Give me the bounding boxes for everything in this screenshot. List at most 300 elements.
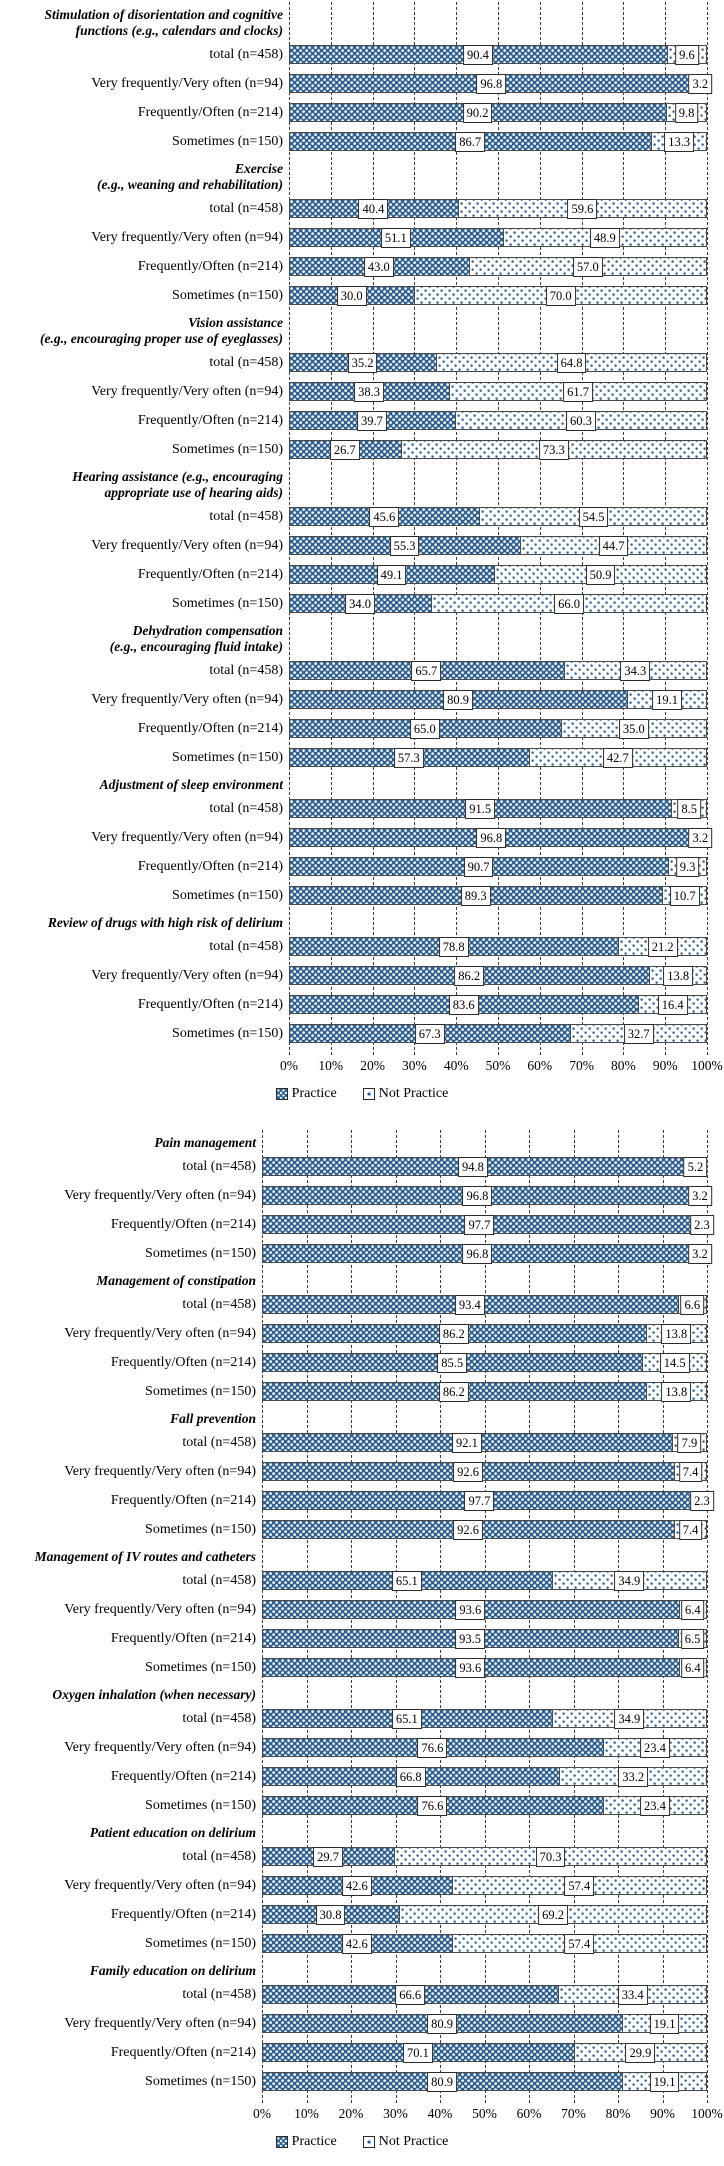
value-label-practice: 90.7 xyxy=(464,857,494,877)
bar-row xyxy=(0,1210,724,1239)
stacked-bar xyxy=(289,411,707,430)
row-label: Very frequently/Very often (n=94) xyxy=(91,830,283,845)
bar-row xyxy=(0,560,724,589)
bar-plot xyxy=(262,1244,707,1263)
stacked-bar xyxy=(289,103,707,122)
bar-row xyxy=(0,377,724,406)
axis-tick-label: 70% xyxy=(569,1058,594,1073)
x-axis xyxy=(0,1056,724,1076)
value-label-not-practice: 59.6 xyxy=(567,199,597,219)
bar-plot xyxy=(289,286,707,305)
category-title-line: Vision assistance xyxy=(188,315,283,330)
row-label: total (n=458) xyxy=(182,1711,256,1726)
value-label-practice: 30.0 xyxy=(337,286,367,306)
bar-plot xyxy=(289,937,707,956)
value-label-practice: 90.2 xyxy=(463,103,493,123)
axis-tick-label: 90% xyxy=(650,2106,675,2121)
value-label-not-practice: 42.7 xyxy=(603,748,633,768)
category-title-line: (e.g., encouraging proper use of eyeglasses) xyxy=(40,331,283,346)
bar-row xyxy=(0,881,724,910)
value-label-not-practice: 34.3 xyxy=(620,661,650,681)
value-label-practice: 80.9 xyxy=(427,2014,457,2034)
category-title xyxy=(0,1268,262,1290)
stacked-bar xyxy=(262,1382,707,1401)
row-label: Very frequently/Very often (n=94) xyxy=(91,230,283,245)
value-label-practice: 35.2 xyxy=(348,353,378,373)
value-label-practice: 65.7 xyxy=(411,661,441,681)
row-label: Sometimes (n=150) xyxy=(145,2074,256,2089)
stacked-bar xyxy=(289,536,707,555)
bar-row xyxy=(0,1515,724,1544)
value-label-practice: 92.1 xyxy=(452,1433,482,1453)
category-title-line: Hearing assistance (e.g., encouraging xyxy=(72,469,283,484)
category-title xyxy=(0,772,289,794)
value-label-not-practice: 7.4 xyxy=(679,1520,703,1540)
bar-row xyxy=(0,406,724,435)
bar-plot xyxy=(262,1571,707,1590)
value-label-practice: 92.6 xyxy=(453,1520,483,1540)
value-label-practice: 85.5 xyxy=(437,1353,467,1373)
bar-plot xyxy=(262,1934,707,1953)
row-label: Very frequently/Very often (n=94) xyxy=(91,692,283,707)
row-label: total (n=458) xyxy=(209,509,283,524)
value-label-not-practice: 13.8 xyxy=(661,1324,691,1344)
value-label-practice: 92.6 xyxy=(453,1462,483,1482)
stacked-bar xyxy=(289,199,707,218)
stacked-bar xyxy=(262,1876,707,1895)
stacked-bar xyxy=(262,1520,707,1539)
value-label-practice: 94.8 xyxy=(458,1157,488,1177)
row-label: Frequently/Often (n=214) xyxy=(110,1769,256,1784)
bar-row xyxy=(0,531,724,560)
legend-label: Not Practice xyxy=(378,1086,449,1101)
legend-swatch-not-practice-icon xyxy=(363,2136,375,2148)
value-label-practice: 76.6 xyxy=(417,1796,447,1816)
bar-row xyxy=(0,1319,724,1348)
bar-row xyxy=(0,1181,724,1210)
bar-plot xyxy=(289,199,707,218)
legend xyxy=(0,2130,724,2154)
category-title-line: Management of IV routes and catheters xyxy=(34,1549,256,1564)
bar-plot xyxy=(262,1324,707,1343)
category-title-line: Review of drugs with high risk of delirium xyxy=(47,915,283,930)
bar-plot xyxy=(262,1876,707,1895)
bar-row xyxy=(0,685,724,714)
value-label-practice: 93.6 xyxy=(455,1600,485,1620)
bar-plot xyxy=(262,2014,707,2033)
row-label: Sometimes (n=150) xyxy=(145,1246,256,1261)
axis-tick-label: 90% xyxy=(652,1058,678,1073)
value-label-practice: 96.8 xyxy=(476,828,506,848)
row-label: Very frequently/Very often (n=94) xyxy=(64,1740,256,1755)
axis-tick-label: 80% xyxy=(611,1058,636,1073)
stacked-bar xyxy=(289,382,707,401)
value-label-practice: 70.1 xyxy=(403,2043,433,2063)
legend-label: Not Practice xyxy=(378,2134,449,2149)
axis-tick-label: 30% xyxy=(402,1058,427,1073)
bar-plot xyxy=(289,565,707,584)
legend-label: Practice xyxy=(291,1086,337,1101)
bar-plot xyxy=(289,382,707,401)
bar-row xyxy=(0,990,724,1019)
row-label: Frequently/Often (n=214) xyxy=(110,1493,256,1508)
row-label: Very frequently/Very often (n=94) xyxy=(64,1188,256,1203)
bar-plot xyxy=(262,1462,707,1481)
category-title-line: Fall prevention xyxy=(170,1411,256,1426)
bar-plot xyxy=(289,440,707,459)
value-label-practice: 39.7 xyxy=(357,411,387,431)
row-label: Frequently/Often (n=214) xyxy=(137,997,283,1012)
bar-row xyxy=(0,794,724,823)
axis-tick-label: 80% xyxy=(605,2106,631,2121)
row-label: Sometimes (n=150) xyxy=(145,1660,256,1675)
row-label: Sometimes (n=150) xyxy=(145,1522,256,1537)
bar-row xyxy=(0,1624,724,1653)
value-label-practice: 93.5 xyxy=(455,1629,485,1649)
bar-row xyxy=(0,1900,724,1929)
value-label-practice: 42.6 xyxy=(342,1934,372,1954)
bar-row xyxy=(0,589,724,618)
value-label-not-practice: 9.6 xyxy=(675,45,699,65)
bar-plot xyxy=(262,1433,707,1452)
bar-plot xyxy=(289,661,707,680)
bar-row xyxy=(0,961,724,990)
legend-item xyxy=(276,1086,337,1102)
value-label-practice: 57.3 xyxy=(394,748,424,768)
stacked-bar xyxy=(289,507,707,526)
value-label-practice: 80.9 xyxy=(443,690,473,710)
bar-plot xyxy=(262,1186,707,1205)
row-label: total (n=458) xyxy=(209,355,283,370)
bar-row xyxy=(0,348,724,377)
value-label-not-practice: 34.9 xyxy=(614,1571,644,1591)
row-label: Very frequently/Very often (n=94) xyxy=(91,76,283,91)
bar-plot xyxy=(262,1382,707,1401)
value-label-practice: 65.1 xyxy=(392,1571,422,1591)
bar-row xyxy=(0,2038,724,2067)
bar-row xyxy=(0,502,724,531)
value-label-practice: 83.6 xyxy=(449,995,479,1015)
row-label: total (n=458) xyxy=(182,1987,256,2002)
value-label-not-practice: 2.3 xyxy=(690,1215,714,1235)
bar-plot xyxy=(262,1658,707,1677)
chart-panel-lower xyxy=(0,1130,724,2154)
value-label-practice: 78.8 xyxy=(439,937,469,957)
category-title-line: functions (e.g., calendars and clocks) xyxy=(75,23,283,38)
value-label-not-practice: 5.2 xyxy=(684,1157,708,1177)
bar-plot xyxy=(289,995,707,1014)
axis-spacer xyxy=(0,1056,289,1076)
axis-tick-label: 40% xyxy=(443,1058,469,1073)
x-axis xyxy=(0,2104,724,2124)
axis-tick-label: 50% xyxy=(472,2106,497,2121)
value-label-practice: 51.1 xyxy=(381,228,411,248)
stacked-bar xyxy=(289,45,707,64)
value-label-practice: 66.6 xyxy=(395,1985,425,2005)
bar-row xyxy=(0,2009,724,2038)
value-label-practice: 90.4 xyxy=(463,45,493,65)
value-label-not-practice: 48.9 xyxy=(590,228,620,248)
stacked-bar xyxy=(262,1324,707,1343)
stacked-bar xyxy=(289,565,707,584)
bar-plot xyxy=(289,886,707,905)
value-label-not-practice: 33.2 xyxy=(618,1767,648,1787)
bar-row xyxy=(0,932,724,961)
value-label-practice: 65.1 xyxy=(392,1709,422,1729)
bar-plot xyxy=(289,353,707,372)
row-label: total (n=458) xyxy=(209,663,283,678)
bar-plot xyxy=(289,45,707,64)
bar-plot xyxy=(289,719,707,738)
bar-row xyxy=(0,98,724,127)
bar-row xyxy=(0,1653,724,1682)
x-axis-ticks xyxy=(253,2104,723,2124)
value-label-not-practice: 61.7 xyxy=(563,382,593,402)
bar-plot xyxy=(289,228,707,247)
legend xyxy=(0,1082,724,1106)
value-label-practice: 89.3 xyxy=(461,886,491,906)
value-label-practice: 93.4 xyxy=(455,1295,485,1315)
row-label: total (n=458) xyxy=(182,1435,256,1450)
row-label: total (n=458) xyxy=(209,939,283,954)
axis-tick-label: 100% xyxy=(691,2106,723,2121)
bar-row xyxy=(0,1595,724,1624)
value-label-not-practice: 19.1 xyxy=(650,2014,680,2034)
bar-row xyxy=(0,69,724,98)
row-label: Very frequently/Very often (n=94) xyxy=(64,1878,256,1893)
category-title xyxy=(0,1958,262,1980)
category-title-line: Patient education on delirium xyxy=(89,1825,256,1840)
category-title xyxy=(0,1820,262,1842)
legend-item xyxy=(363,2134,449,2150)
bar-row xyxy=(0,1762,724,1791)
bar-row xyxy=(0,281,724,310)
value-label-not-practice: 50.9 xyxy=(586,565,616,585)
stacked-bar xyxy=(289,228,707,247)
row-label: Sometimes (n=150) xyxy=(172,134,283,149)
category-title-line: Family education on delirium xyxy=(89,1963,256,1978)
bar-plot xyxy=(289,411,707,430)
category-title xyxy=(0,1130,262,1152)
bar-plot xyxy=(262,1157,707,1176)
value-label-practice: 43.0 xyxy=(364,257,394,277)
value-label-not-practice: 16.4 xyxy=(658,995,688,1015)
category-title xyxy=(0,156,289,194)
value-label-practice: 97.7 xyxy=(464,1491,494,1511)
bar-row xyxy=(0,1152,724,1181)
category-title xyxy=(0,1682,262,1704)
bar-plot xyxy=(262,1353,707,1372)
value-label-not-practice: 3.2 xyxy=(688,74,712,94)
bar-plot xyxy=(289,966,707,985)
bar-row xyxy=(0,1239,724,1268)
bar-row xyxy=(0,1733,724,1762)
bar-row xyxy=(0,40,724,69)
row-label: Sometimes (n=150) xyxy=(172,888,283,903)
axis-tick-label: 0% xyxy=(253,2106,271,2121)
bar-plot xyxy=(289,132,707,151)
row-label: Sometimes (n=150) xyxy=(172,288,283,303)
category-title-line: Dehydration compensation xyxy=(132,623,283,638)
bar-plot xyxy=(289,103,707,122)
bar-plot xyxy=(262,2072,707,2091)
value-label-practice: 67.3 xyxy=(415,1024,445,1044)
value-label-not-practice: 21.2 xyxy=(648,937,678,957)
stacked-bar xyxy=(289,257,707,276)
bar-row xyxy=(0,435,724,464)
bar-row xyxy=(0,1428,724,1457)
legend-swatch-not-practice-icon xyxy=(363,1088,375,1100)
value-label-not-practice: 57.4 xyxy=(564,1876,594,1896)
value-label-not-practice: 73.3 xyxy=(539,440,569,460)
bar-plot xyxy=(262,1767,707,1786)
value-label-not-practice: 9.3 xyxy=(676,857,700,877)
row-label: Very frequently/Very often (n=94) xyxy=(64,2016,256,2031)
value-label-practice: 30.8 xyxy=(316,1905,346,1925)
category-title-line: (e.g., encouraging fluid intake) xyxy=(109,639,283,654)
stacked-bar xyxy=(262,2072,707,2091)
value-label-not-practice: 7.4 xyxy=(679,1462,703,1482)
bar-row xyxy=(0,1486,724,1515)
bar-plot xyxy=(289,507,707,526)
bar-row xyxy=(0,1290,724,1319)
bar-plot xyxy=(289,536,707,555)
value-label-not-practice: 33.4 xyxy=(618,1985,648,2005)
value-label-not-practice: 9.8 xyxy=(675,103,699,123)
axis-tick-label: 50% xyxy=(485,1058,511,1073)
stacked-bar xyxy=(262,1353,707,1372)
row-label: total (n=458) xyxy=(209,201,283,216)
row-label: Frequently/Often (n=214) xyxy=(137,567,283,582)
bar-plot xyxy=(262,1847,707,1866)
value-label-practice: 96.8 xyxy=(462,1244,492,1264)
value-label-not-practice: 6.5 xyxy=(681,1629,705,1649)
bar-plot xyxy=(262,1600,707,1619)
bar-plot xyxy=(289,857,707,876)
bar-plot xyxy=(289,74,707,93)
chart-panel-upper xyxy=(0,2,724,1106)
bar-row xyxy=(0,1566,724,1595)
row-label: Very frequently/Very often (n=94) xyxy=(91,968,283,983)
bar-plot xyxy=(289,828,707,847)
bar-plot xyxy=(262,1709,707,1728)
bar-row xyxy=(0,223,724,252)
bar-row xyxy=(0,1842,724,1871)
stacked-bar xyxy=(262,1462,707,1481)
bar-plot xyxy=(289,748,707,767)
bar-row xyxy=(0,743,724,772)
value-label-practice: 34.0 xyxy=(345,594,375,614)
value-label-not-practice: 60.3 xyxy=(566,411,596,431)
row-label: total (n=458) xyxy=(182,1159,256,1174)
stacked-bar xyxy=(289,132,707,151)
row-label: Frequently/Often (n=214) xyxy=(110,2045,256,2060)
row-label: Very frequently/Very often (n=94) xyxy=(91,384,283,399)
value-label-not-practice: 64.8 xyxy=(557,353,587,373)
category-title-line: Exercise xyxy=(235,161,283,176)
value-label-practice: 38.3 xyxy=(354,382,384,402)
category-title xyxy=(0,1406,262,1428)
row-label: Sometimes (n=150) xyxy=(172,596,283,611)
row-label: Very frequently/Very often (n=94) xyxy=(64,1464,256,1479)
value-label-not-practice: 57.0 xyxy=(573,257,603,277)
stacked-bar xyxy=(262,2014,707,2033)
value-label-practice: 66.8 xyxy=(396,1767,426,1787)
row-label: total (n=458) xyxy=(182,1297,256,1312)
value-label-not-practice: 23.4 xyxy=(640,1796,670,1816)
bar-row xyxy=(0,252,724,281)
bar-row xyxy=(0,1704,724,1733)
row-label: Frequently/Often (n=214) xyxy=(137,259,283,274)
category-title xyxy=(0,464,289,502)
row-label: Frequently/Often (n=214) xyxy=(137,413,283,428)
category-title xyxy=(0,310,289,348)
plot-rows-area xyxy=(0,1130,724,2103)
category-title-line: Management of constipation xyxy=(96,1273,256,1288)
legend-swatch-practice-icon xyxy=(276,2136,288,2148)
row-label: Sometimes (n=150) xyxy=(145,1936,256,1951)
value-label-not-practice: 35.0 xyxy=(619,719,649,739)
bar-plot xyxy=(262,1905,707,1924)
stacked-bar xyxy=(289,886,707,905)
stacked-bar xyxy=(289,857,707,876)
row-label: total (n=458) xyxy=(182,1849,256,1864)
value-label-not-practice: 44.7 xyxy=(599,536,629,556)
value-label-practice: 86.7 xyxy=(455,132,485,152)
value-label-practice: 80.9 xyxy=(427,2072,457,2092)
bar-plot xyxy=(289,799,707,818)
bar-row xyxy=(0,1457,724,1486)
category-title xyxy=(0,1544,262,1566)
axis-spacer xyxy=(0,2104,262,2124)
value-label-practice: 86.2 xyxy=(439,1324,469,1344)
row-label: Frequently/Often (n=214) xyxy=(110,1631,256,1646)
axis-tick-label: 20% xyxy=(360,1058,385,1073)
category-title-line: (e.g., weaning and rehabilitation) xyxy=(96,177,283,192)
stacked-bar xyxy=(289,966,707,985)
value-label-not-practice: 13.8 xyxy=(663,966,693,986)
value-label-not-practice: 34.9 xyxy=(614,1709,644,1729)
bar-row xyxy=(0,1980,724,2009)
value-label-not-practice: 70.3 xyxy=(536,1847,566,1867)
value-label-practice: 97.7 xyxy=(464,1215,494,1235)
row-label: Sometimes (n=150) xyxy=(172,750,283,765)
category-title-line: Oxygen inhalation (when necessary) xyxy=(52,1687,256,1702)
axis-tick-label: 10% xyxy=(294,2106,319,2121)
value-label-practice: 86.2 xyxy=(439,1382,469,1402)
bar-plot xyxy=(289,1024,707,1043)
value-label-practice: 55.3 xyxy=(390,536,420,556)
axis-tick-label: 60% xyxy=(527,1058,553,1073)
value-label-practice: 40.4 xyxy=(358,199,388,219)
bar-row xyxy=(0,1377,724,1406)
value-label-not-practice: 2.3 xyxy=(690,1491,714,1511)
value-label-not-practice: 19.1 xyxy=(652,690,682,710)
category-title xyxy=(0,2,289,40)
stacked-bar xyxy=(289,748,707,767)
category-title-line: Pain management xyxy=(154,1135,256,1150)
stacked-bar xyxy=(262,1934,707,1953)
axis-tick-label: 70% xyxy=(561,2106,586,2121)
stacked-bar xyxy=(289,937,707,956)
value-label-not-practice: 8.5 xyxy=(677,799,701,819)
axis-tick-label: 0% xyxy=(280,1058,298,1073)
value-label-practice: 91.5 xyxy=(465,799,495,819)
legend-item xyxy=(363,1086,449,1102)
value-label-not-practice: 3.2 xyxy=(688,1244,712,1264)
value-label-practice: 65.0 xyxy=(410,719,440,739)
row-label: Very frequently/Very often (n=94) xyxy=(64,1326,256,1341)
